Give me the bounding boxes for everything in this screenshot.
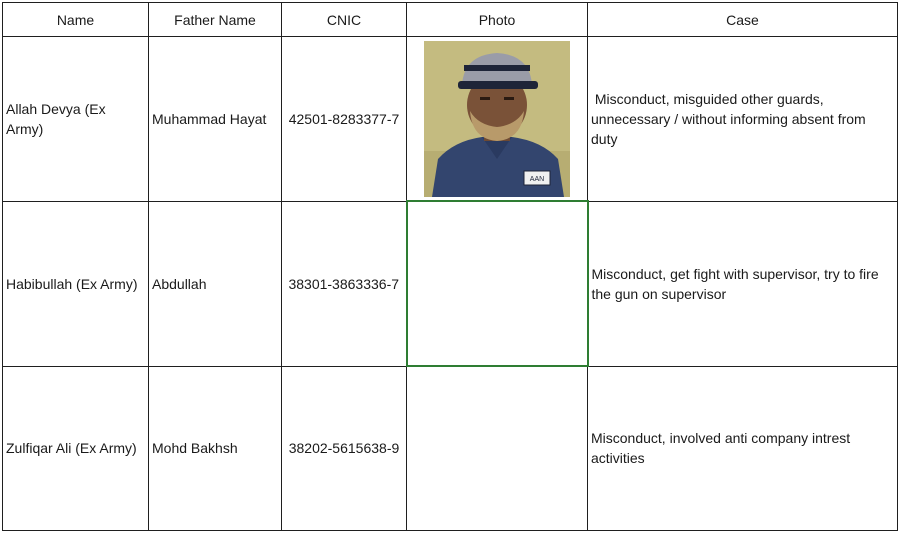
guards-table bbox=[2, 2, 898, 531]
cell-father-name: Mohd Bakhsh bbox=[149, 366, 282, 531]
table-row bbox=[3, 37, 898, 202]
cell-photo-selected[interactable] bbox=[407, 201, 588, 366]
header-cnic: CNIC bbox=[282, 3, 407, 37]
header-case: Case bbox=[588, 3, 898, 37]
cell-case: Misconduct, misguided other guards, unnecessary / without informing absent from duty bbox=[588, 37, 898, 202]
cell-cnic: 42501-8283377-7 bbox=[282, 37, 407, 202]
document-sheet bbox=[2, 2, 897, 531]
table-row bbox=[3, 201, 898, 366]
header-row bbox=[3, 3, 898, 37]
header-photo: Photo bbox=[407, 3, 588, 37]
header-father-name: Father Name bbox=[149, 3, 282, 37]
cell-cnic: 38202-5615638-9 bbox=[282, 366, 407, 531]
cell-name: Habibullah (Ex Army) bbox=[3, 201, 149, 366]
header-name: Name bbox=[3, 3, 149, 37]
cell-name: Allah Devya (Ex Army) bbox=[3, 37, 149, 202]
cell-photo[interactable] bbox=[407, 366, 588, 531]
cell-case: Misconduct, involved anti company intrest activities bbox=[588, 366, 898, 531]
cell-photo[interactable] bbox=[407, 37, 588, 202]
cell-father-name: Muhammad Hayat bbox=[149, 37, 282, 202]
cell-case: Misconduct, get fight with supervisor, try to fire the gun on supervisor bbox=[588, 201, 898, 366]
table-row bbox=[3, 366, 898, 531]
cell-father-name: Abdullah bbox=[149, 201, 282, 366]
cell-name: Zulfiqar Ali (Ex Army) bbox=[3, 366, 149, 531]
guard-portrait-image bbox=[424, 41, 570, 197]
cell-cnic: 38301-3863336-7 bbox=[282, 201, 407, 366]
uniform-badge-label: AAN bbox=[529, 175, 545, 183]
guard-photo bbox=[424, 41, 570, 197]
